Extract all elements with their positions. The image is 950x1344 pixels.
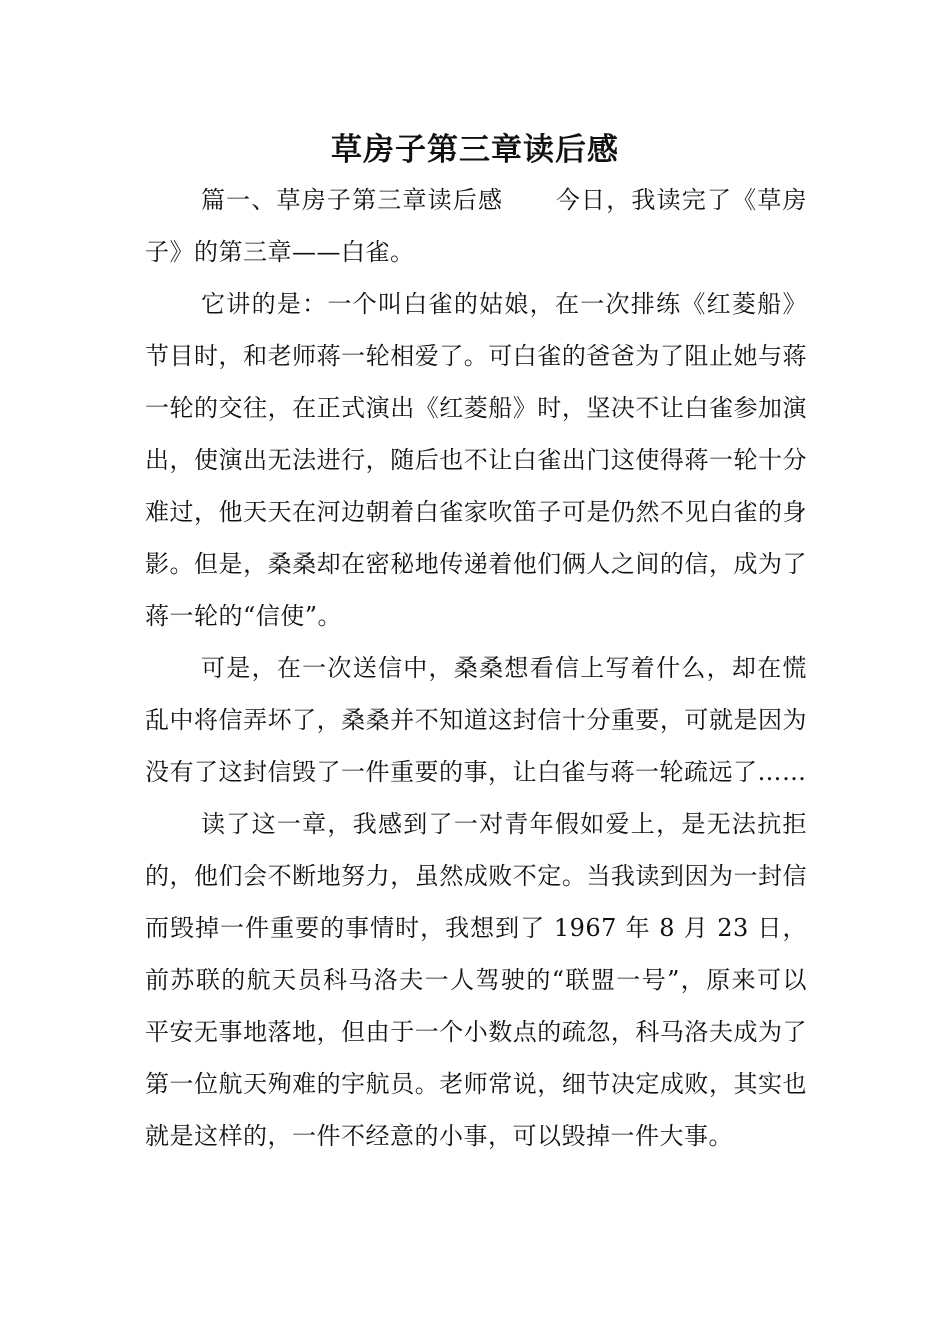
paragraph-1 — [145, 174, 807, 278]
document-body — [145, 174, 807, 1162]
paragraph-3: 可是，在一次送信中，桑桑想看信上写着什么，却在慌乱中将信弄坏了，桑桑并不知道这封信十分重要，可就是因为没有了这封信毁了一件重要的事，让白雀与蒋一轮疏远了…… — [145, 654, 807, 786]
document-title: 草房子第三章读后感 — [331, 132, 619, 168]
section-label: 篇一、草房子第三章读后感 — [201, 186, 504, 214]
paragraph-2: 它讲的是：一个叫白雀的姑娘，在一次排练《红菱船》节目时，和老师蒋一轮相爱了。可白雀的爸爸为了阻止她与蒋一轮的交往，在正式演出《红菱船》时，坚决不让白雀参加演出，使演出无法进行，随后也不让白雀出门这使得蒋一轮十分难过，他天天在河边朝着白雀家吹笛子可是仍然不见白雀的身影。但是，桑桑却在密秘地传递着他们俩人之间的信，成为了蒋一轮的“信使”。 — [145, 290, 807, 630]
paragraph-1-text: 今日，我读完了《草房子》的第三章——白雀。 — [145, 186, 808, 266]
paragraph-4: 读了这一章，我感到了一对青年假如爱上，是无法抗拒的，他们会不断地努力，虽然成败不定。当我读到因为一封信而毁掉一件重要的事情时，我想到了 1967 年 8 月 23 日，前苏联的航天员科马洛夫一人驾驶的“联盟一号”，原来可以平安无事地落地，但由于一个小数点的疏忽，科马洛夫成为了第一位航天殉难的宇航员。老师常说，细节决定成败，其实也就是这样的，一件不经意的小事，可以毁掉一件大事。 — [145, 810, 807, 1150]
